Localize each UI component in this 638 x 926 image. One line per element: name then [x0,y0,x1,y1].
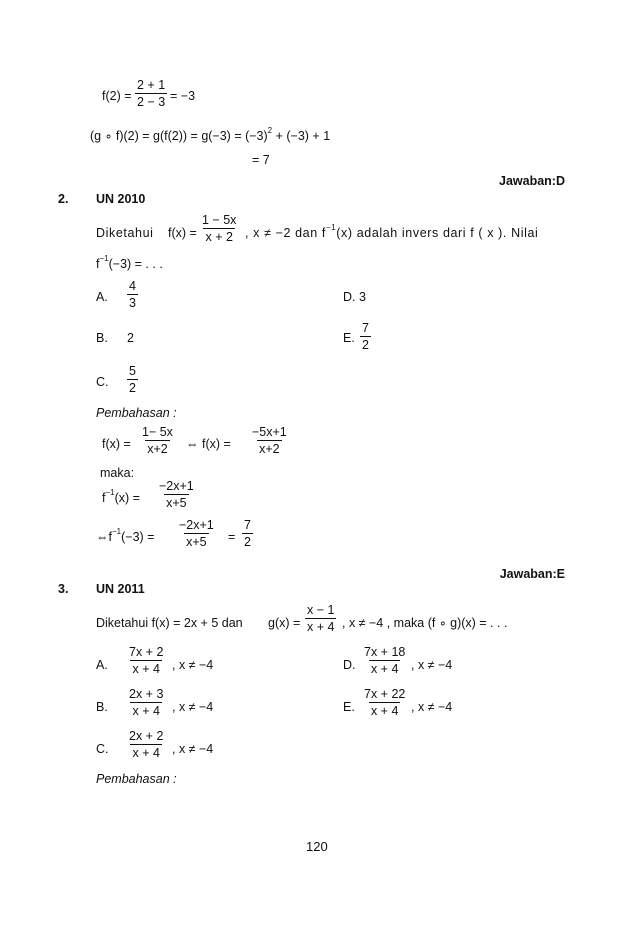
q3-option-c-label: C. [96,742,109,756]
q2-step1-mid: ⇔ f(x) = [186,437,231,451]
q3-option-a-num: 7x + 2 [129,645,164,659]
q2-step3-fraction [177,519,216,549]
q2-step2-num: −2x+1 [159,479,194,493]
q3-option-e-label: E. [343,700,355,714]
q2-option-e-den: 2 [362,338,369,353]
q2-step3-den: x+5 [186,535,207,550]
q2-known-prefix: Diketahui [96,226,154,240]
q3-option-d-cond: , x ≠ −4 [411,658,453,672]
q2-step2-sup: −1 [105,488,115,497]
q3-option-e-value [362,688,407,718]
q2-option-e-label: E. [343,331,355,345]
q2-step2-den: x+5 [166,496,187,511]
q2-inverse-sup: −1 [325,223,337,232]
q2-step3-f: ⇔f [96,530,112,544]
q3-option-d-value [362,646,407,676]
q3-option-b-den: x + 4 [132,704,160,719]
q2-step3-lhs [96,527,155,545]
q2-step1-num: 1− 5x [142,425,173,439]
q2-option-c-value [127,365,138,395]
q2-fx-numerator: 1 − 5x [202,213,237,227]
q2-step1-den: x+2 [147,442,168,457]
q2-step3-fraction2 [242,519,253,549]
q3-option-c-value [127,730,165,760]
q2-option-a-label: A. [96,290,108,304]
q2-ask-sup: −1 [99,254,109,263]
q3-option-d-den: x + 4 [370,662,399,677]
q2-step3-num: −2x+1 [179,518,214,532]
q2-fx-denominator: x + 2 [205,230,233,245]
q2-step1-fraction [140,426,175,456]
q2-step3-num2: 7 [244,518,251,532]
f2-fraction [135,79,167,109]
q2-option-e-num: 7 [362,321,369,335]
q2-step2-lhs [102,488,140,506]
q3-option-d-label: D. [343,658,356,672]
q2-step1-num2: −5x+1 [252,425,287,439]
q3-gx-rest: , x ≠ −4 , maka (f ∘ g)(x) = . . . [342,616,508,630]
q2-maka: maka: [100,466,135,480]
gof-expression: (g ∘ f)(2) = g(f(2)) = g(−3) = (−3) [90,129,268,143]
q2-fx-fraction [200,214,238,244]
q3-option-c-cond: , x ≠ −4 [172,742,214,756]
q2-fx-lhs: f(x) = [168,226,197,240]
q2-step1-fraction2 [250,426,289,456]
q2-option-b-value: 2 [127,331,134,345]
q2-step3-eq: = [228,530,236,544]
q2-step2-fraction [157,480,196,510]
question-3-title: UN 2011 [96,582,145,596]
q3-option-e-den: x + 4 [370,704,399,719]
q2-step2-f: f [102,491,106,505]
q3-option-e-cond: , x ≠ −4 [411,700,453,714]
q2-ask [96,254,163,272]
q2-step1-lhs: f(x) = [102,437,131,451]
f2-lhs: f(2) = [102,89,132,103]
q3-option-c-num: 2x + 2 [129,729,164,743]
q3-option-b-cond: , x ≠ −4 [172,700,214,714]
q2-step3-rest: (−3) = [121,530,155,544]
q3-option-a-label: A. [96,658,108,672]
q3-option-c-den: x + 4 [132,746,160,761]
q3-option-a-den: x + 4 [132,662,160,677]
q3-option-a-value [127,646,165,676]
q3-pembahasan: Pembahasan : [96,772,177,786]
q2-pembahasan: Pembahasan : [96,406,177,420]
q2-option-a-value [127,280,138,310]
q3-gx-num: x − 1 [307,603,335,617]
q2-step3-den2: 2 [244,535,251,550]
f2-denominator: 2 − 3 [137,95,166,110]
q3-option-e-num: 7x + 22 [364,687,406,701]
f2-result: = −3 [170,89,196,103]
q3-option-b-num: 2x + 3 [129,687,164,701]
q2-option-a-den: 3 [129,296,136,311]
q2-cond-text: , x ≠ −2 dan f [245,226,326,240]
q3-gx-den: x + 4 [307,620,335,635]
question-2-title: UN 2010 [96,192,146,206]
q2-ask-rest: (−3) = . . . [108,257,163,271]
f2-numerator: 2 + 1 [137,78,166,92]
gof-line [90,126,331,144]
q3-gx-lhs: g(x) = [268,616,301,630]
gof-exponent: 2 [267,126,273,135]
q3-gx-fraction [305,604,336,634]
q2-option-c-den: 2 [129,381,136,396]
q2-cond-rest: (x) adalah invers dari f ( x ). Nilai [336,226,539,240]
q2-step1-den2: x+2 [259,442,280,457]
q2-ask-f: f [96,257,100,271]
q3-option-b-label: B. [96,700,108,714]
q3-option-a-cond: , x ≠ −4 [172,658,214,672]
q2-option-c-label: C. [96,375,109,389]
q2-condition [245,223,539,241]
q3-known: Diketahui f(x) = 2x + 5 dan [96,616,243,630]
answer-1: Jawaban:D [499,174,565,188]
q2-step3-sup: −1 [111,527,122,536]
q2-option-c-num: 5 [129,364,136,378]
gof-result: = 7 [252,153,270,167]
q3-option-d-num: 7x + 18 [364,645,406,659]
q2-option-a-num: 4 [129,279,136,293]
q2-option-b-label: B. [96,331,108,345]
q2-option-e-value [360,322,371,352]
q3-option-b-value [127,688,165,718]
question-3-number: 3. [58,582,69,596]
question-2-number: 2. [58,192,69,206]
page-number: 120 [306,839,328,854]
q2-option-d: D. 3 [343,290,366,304]
q2-step2-rest: (x) = [114,491,140,505]
answer-2: Jawaban:E [499,567,565,581]
gof-rest: + (−3) + 1 [272,129,331,143]
